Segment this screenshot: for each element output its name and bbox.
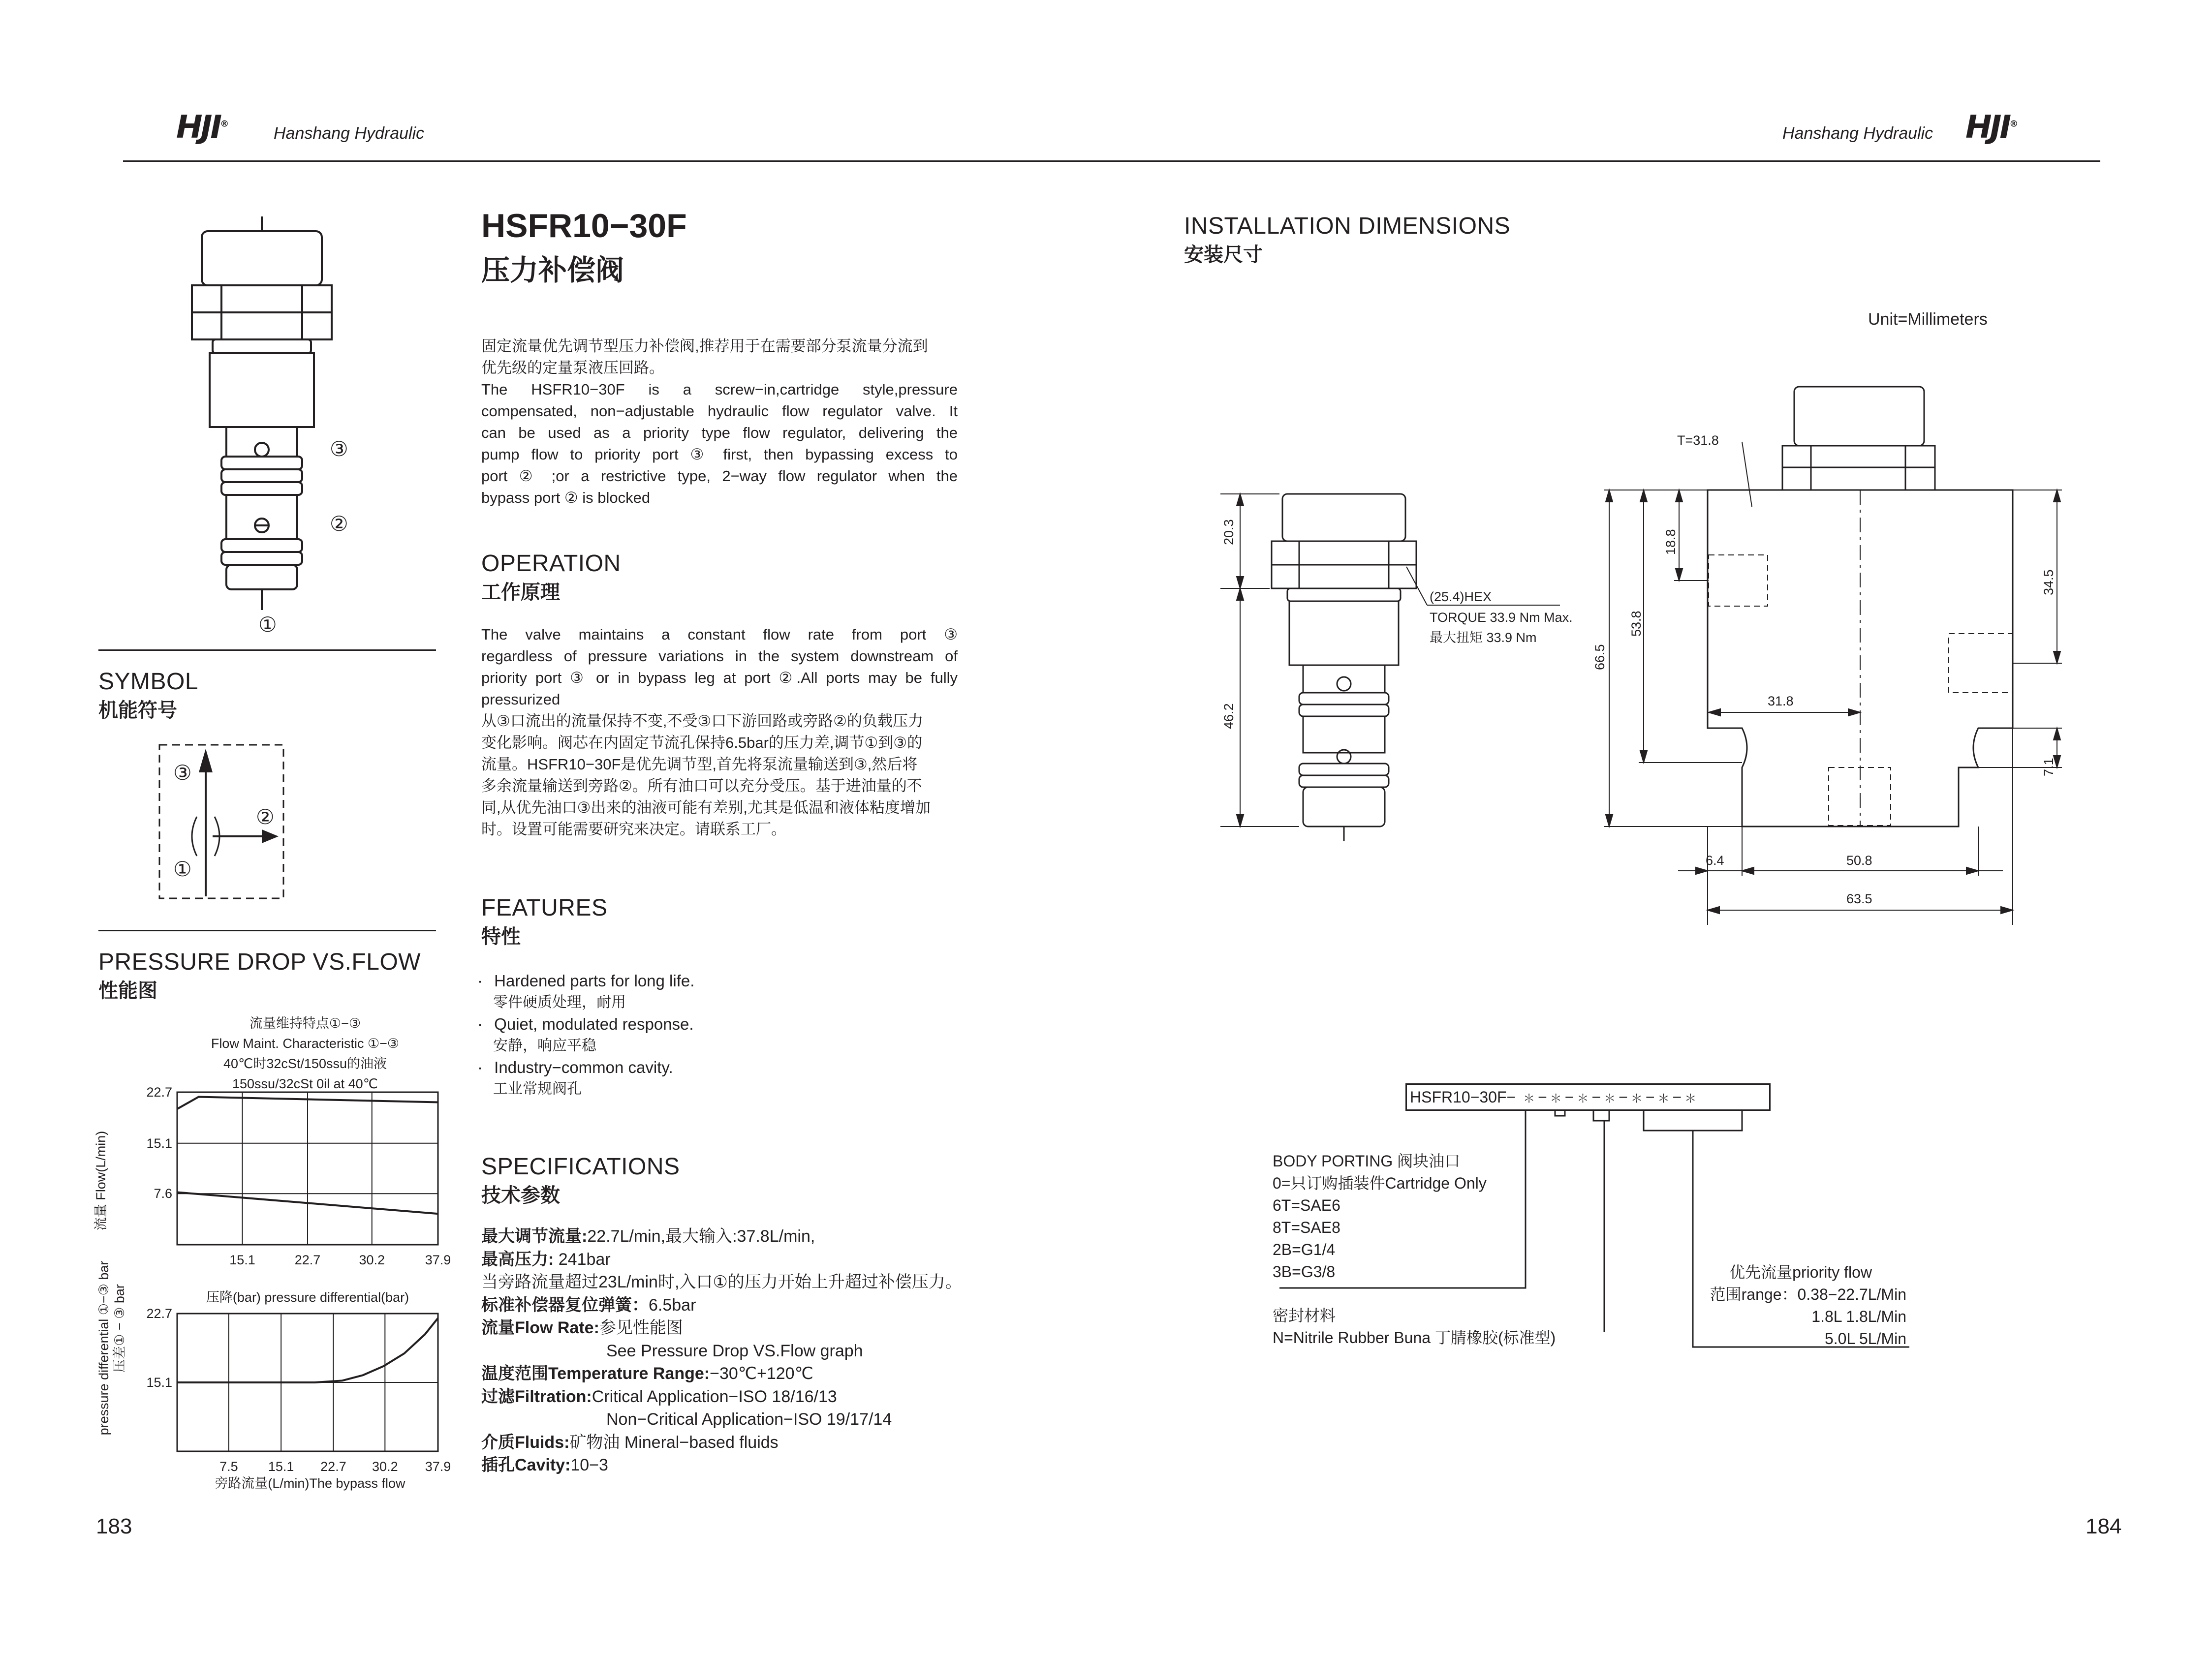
specs-list bbox=[481, 1225, 973, 1477]
valve-port-2-label: ② bbox=[330, 512, 348, 535]
spec-value: Critical Application−ISO 18/16/13 bbox=[592, 1387, 837, 1406]
dim-31-8: 31.8 bbox=[1768, 694, 1794, 708]
spec-row bbox=[481, 1271, 973, 1294]
order-code-box: HSFR10−30F− ＊ − ＊ − ＊ − ＊ − ＊ − ＊ − ＊ bbox=[1405, 1083, 1771, 1111]
order-code-field: ＊ bbox=[1550, 1092, 1562, 1105]
chart-x-tick-label: 30.2 bbox=[359, 1253, 385, 1267]
feature-item-cn bbox=[477, 992, 945, 1013]
priority-flow-block bbox=[1688, 1261, 1906, 1350]
spec-row bbox=[481, 1294, 973, 1317]
intro-en-line: compensated, non−adjustable hydraulic flow regulator valve. It bbox=[481, 402, 958, 420]
feature-item: · Hardened parts for long life. bbox=[477, 972, 695, 990]
perf-caption-line: Flow Maint. Characteristic ①−③ bbox=[211, 1036, 400, 1051]
spec-label: 最大调节流量: bbox=[481, 1227, 588, 1246]
spec-row bbox=[481, 1225, 973, 1248]
intro-en-line: pump flow to priority port ③ first, then bypassing excess to bbox=[481, 446, 958, 463]
operation-title-cn: 工作原理 bbox=[481, 582, 560, 603]
chart-y-tick-label: 15.1 bbox=[146, 1375, 172, 1390]
order-code-sep: − bbox=[1506, 1088, 1516, 1106]
spec-value: See Pressure Drop VS.Flow graph bbox=[606, 1341, 863, 1360]
features-list bbox=[477, 970, 945, 1100]
pressure-chart bbox=[93, 1250, 467, 1496]
priority-line: 1.8L 1.8L/Min bbox=[1811, 1308, 1906, 1325]
feature-cn: 工业常规阀孔 bbox=[493, 1081, 582, 1097]
chart-x-tick-label: 15.1 bbox=[229, 1253, 255, 1267]
body-porting-line: 2B=G1/4 bbox=[1273, 1241, 1336, 1258]
body-porting-line: 0=只订购插装件Cartridge Only bbox=[1273, 1174, 1487, 1192]
intro-en-line: bypass port ② is blocked bbox=[481, 489, 651, 506]
chart-x-tick-label: 15.1 bbox=[268, 1459, 294, 1474]
spec-value: 矿物油 Mineral−based fluids bbox=[569, 1433, 779, 1452]
body-dimension-drawing bbox=[1594, 384, 2087, 935]
features-title-en: FEATURES bbox=[481, 895, 608, 921]
torque-label-cn: 最大扭矩 33.9 Nm bbox=[1430, 630, 1537, 645]
dim-66-5: 66.5 bbox=[1592, 644, 1607, 670]
features-title-cn: 特性 bbox=[481, 926, 521, 948]
perf-caption-line: 流量维持特点①−③ bbox=[249, 1016, 361, 1031]
order-code-field: ＊ bbox=[1577, 1092, 1589, 1105]
chart-y-tick-label: 22.7 bbox=[146, 1306, 172, 1321]
priority-line: 优先流量priority flow bbox=[1729, 1263, 1872, 1281]
spec-label: 插孔Cavity: bbox=[481, 1456, 571, 1474]
brand-right: Hanshang Hydraulic bbox=[1782, 124, 1933, 143]
dim-6-4: 6.4 bbox=[1706, 853, 1724, 868]
symbol-port-3: ③ bbox=[173, 761, 192, 784]
flow-chart-ylabel: 流量 Flow(L/min) bbox=[93, 1131, 108, 1231]
spec-value: 参见性能图 bbox=[599, 1318, 683, 1337]
spec-row bbox=[481, 1454, 973, 1477]
chart-series-line-pressure bbox=[177, 1318, 438, 1382]
install-title-cn: 安装尺寸 bbox=[1184, 244, 1263, 266]
order-code-field: ＊ bbox=[1604, 1092, 1616, 1105]
feature-cn: 安静，响应平稳 bbox=[493, 1038, 596, 1054]
body-porting-line: 3B=G3/8 bbox=[1273, 1263, 1336, 1281]
symbol-title-cn: 机能符号 bbox=[98, 700, 177, 721]
valve-port-3-label: ③ bbox=[330, 437, 348, 460]
pressure-chart-xlabel: 旁路流量(L/min)The bypass flow bbox=[215, 1476, 405, 1491]
dim-53-8: 53.8 bbox=[1629, 611, 1644, 637]
reg-mark-left: ® bbox=[220, 119, 227, 129]
perf-caption-line: 40℃时32cSt/150ssu的油液 bbox=[223, 1056, 387, 1071]
logo-right-text: HJI bbox=[1965, 109, 2010, 146]
feature-item-cn bbox=[477, 1035, 945, 1057]
specs-title-en: SPECIFICATIONS bbox=[481, 1154, 680, 1180]
dim-63-5: 63.5 bbox=[1846, 891, 1872, 906]
product-title-cn: 压力补偿阀 bbox=[481, 254, 624, 286]
perf-title-en: PRESSURE DROP VS.FLOW bbox=[98, 949, 421, 975]
dim-t31-8: T=31.8 bbox=[1677, 433, 1719, 448]
feature-en: Hardened parts for long life. bbox=[494, 972, 695, 990]
dim-46-2: 46.2 bbox=[1221, 703, 1236, 729]
intro-text bbox=[481, 336, 958, 509]
spec-value: −30℃+120℃ bbox=[710, 1364, 813, 1383]
perf-title-cn: 性能图 bbox=[98, 980, 157, 1002]
feature-cn: 零件硬质处理，耐用 bbox=[493, 994, 626, 1011]
chart-x-tick-label: 7.5 bbox=[219, 1459, 238, 1474]
operation-en-line: priority port ③ or in bypass leg at port ②.All ports may be fully bbox=[481, 669, 958, 686]
operation-en-line: regardless of pressure variations in the system downstream of bbox=[481, 647, 958, 665]
operation-title-en: OPERATION bbox=[481, 551, 621, 577]
dim-20-3: 20.3 bbox=[1221, 519, 1236, 545]
spec-row bbox=[481, 1385, 973, 1409]
chart-x-tick-label: 22.7 bbox=[320, 1459, 346, 1474]
pressure-chart-ylabel-cn: 压差① − ③ bar bbox=[112, 1284, 127, 1373]
dim-7-1: 7.1 bbox=[2041, 758, 2056, 776]
chart-y-tick-label: 22.7 bbox=[146, 1085, 172, 1100]
spec-label: 标准补偿器复位弹簧： bbox=[481, 1295, 649, 1315]
chart-x-tick-label: 22.7 bbox=[294, 1253, 321, 1267]
intro-cn-line: 固定流量优先调节型压力补偿阀,推荐用于在需要部分泵流量分流到 bbox=[481, 337, 928, 355]
logo-right bbox=[1965, 109, 2016, 146]
product-title-en: HSFR10−30F bbox=[481, 207, 687, 245]
feature-item: · Quiet, modulated response. bbox=[477, 1015, 694, 1033]
seal-value: N=Nitrile Rubber Buna 丁腈橡胶(标准型) bbox=[1273, 1329, 1556, 1347]
spec-label: 介质Fluids: bbox=[481, 1433, 570, 1452]
intro-en-line: can be used as a priority type flow regulator, delivering the bbox=[481, 424, 958, 441]
chart-y-tick-label: 7.6 bbox=[154, 1186, 172, 1201]
spec-label: 最高压力: bbox=[481, 1250, 554, 1269]
spec-label: 温度范围Temperature Range: bbox=[481, 1364, 710, 1383]
page-number-left: 183 bbox=[96, 1514, 132, 1538]
spec-row bbox=[481, 1431, 973, 1454]
cartridge-dimension-drawing bbox=[1220, 487, 1585, 841]
spec-value: 241bar bbox=[554, 1250, 611, 1269]
body-porting-line: 8T=SAE8 bbox=[1273, 1219, 1340, 1236]
spec-value: Non−Critical Application−ISO 19/17/14 bbox=[606, 1410, 892, 1429]
spec-row bbox=[481, 1317, 973, 1340]
symbol-port-1: ① bbox=[173, 858, 192, 881]
feature-en: Quiet, modulated response. bbox=[494, 1015, 694, 1033]
brand-left: Hanshang Hydraulic bbox=[274, 124, 425, 143]
intro-cn-line: 优先级的定量泵液压回路。 bbox=[481, 359, 664, 376]
operation-cn-line: 同,从优先油口③出来的油液可能有差别,尤其是低温和液体粘度增加 bbox=[481, 799, 931, 816]
operation-cn-line: 从③口流出的流量保持不变,不受③口下游回路或旁路②的负载压力 bbox=[481, 712, 923, 730]
operation-cn-line: 变化影响。阀芯在内固定节流孔保持6.5bar的压力差,调节①到③的 bbox=[481, 734, 923, 751]
spec-label: 流量Flow Rate: bbox=[481, 1318, 599, 1337]
logo-left-text: HJI bbox=[176, 109, 220, 146]
symbol-port-2: ② bbox=[256, 805, 275, 828]
spec-row bbox=[481, 1248, 973, 1271]
operation-en-line: pressurized bbox=[481, 691, 561, 708]
order-code-model: HSFR10−30F bbox=[1410, 1088, 1507, 1106]
intro-en-line: port ② ;or a restrictive type, 2−way flow regulator when the bbox=[481, 467, 958, 485]
hex-label: (25.4)HEX bbox=[1430, 589, 1492, 604]
body-porting-line: 6T=SAE6 bbox=[1273, 1196, 1340, 1214]
header-rule bbox=[123, 160, 2100, 162]
operation-en-line: The valve maintains a constant flow rate from port ③ bbox=[481, 626, 958, 643]
spec-value: 10−3 bbox=[570, 1456, 608, 1474]
operation-cn-line: 时。设置可能需要研究来决定。请联系工厂。 bbox=[481, 821, 786, 838]
feature-item-cn bbox=[477, 1078, 945, 1100]
body-porting-line: BODY PORTING 阀块油口 bbox=[1273, 1152, 1461, 1170]
order-code-field: ＊ bbox=[1630, 1092, 1643, 1105]
chart-x-tick-label: 37.9 bbox=[425, 1253, 451, 1267]
body-porting-block bbox=[1273, 1150, 1487, 1283]
spec-value: 6.5bar bbox=[649, 1295, 696, 1315]
feature-item: · Industry−common cavity. bbox=[477, 1058, 673, 1076]
spec-value: 22.7L/min,最大输入:37.8L/min, bbox=[587, 1227, 815, 1246]
chart-y-tick-label: 15.1 bbox=[146, 1135, 172, 1151]
torque-label-en: TORQUE 33.9 Nm Max. bbox=[1430, 610, 1573, 625]
install-title-en: INSTALLATION DIMENSIONS bbox=[1184, 213, 1511, 239]
spec-row bbox=[481, 1362, 973, 1385]
perf-caption-line: 150ssu/32cSt 0il at 40℃ bbox=[232, 1076, 378, 1091]
chart-x-tick-label: 37.9 bbox=[425, 1459, 451, 1474]
dim-34-5: 34.5 bbox=[2041, 569, 2056, 595]
seal-title: 密封材料 bbox=[1273, 1307, 1336, 1324]
operation-cn-line: 流量。HSFR10−30F是优先调节型,首先将泵流量输送到③,然后将 bbox=[481, 756, 918, 773]
feature-en: Industry−common cavity. bbox=[494, 1058, 673, 1076]
cartridge-valve-drawing bbox=[182, 216, 389, 649]
spec-value: 当旁路流量超过23L/min时,入口①的压力开始上升超过补偿压力。 bbox=[481, 1273, 962, 1291]
dim-18-8: 18.8 bbox=[1663, 529, 1678, 555]
perf-rule bbox=[98, 930, 436, 931]
dim-50-8: 50.8 bbox=[1846, 853, 1872, 868]
intro-en-line: The HSFR10−30F is a screw−in,cartridge style,pressure bbox=[481, 381, 958, 398]
operation-cn-line: 多余流量输送到旁路②。所有油口可以充分受压。基于进油量的不 bbox=[481, 777, 922, 795]
priority-line: 范围range：0.38−22.7L/Min bbox=[1710, 1286, 1906, 1303]
operation-text bbox=[481, 624, 958, 840]
chart-x-tick-label: 30.2 bbox=[372, 1459, 398, 1474]
specs-title-cn: 技术参数 bbox=[481, 1185, 560, 1206]
valve-port-1-label: ① bbox=[258, 613, 277, 636]
page-number-right: 184 bbox=[2086, 1514, 2122, 1538]
reg-mark-right: ® bbox=[2009, 119, 2017, 129]
spec-row bbox=[481, 1408, 973, 1431]
logo-left bbox=[176, 109, 227, 146]
spec-label: 过滤Filtration: bbox=[481, 1387, 592, 1406]
order-code-field: ＊ bbox=[1523, 1092, 1535, 1105]
pressure-chart-ylabel-en: pressure differential ①−③ bar bbox=[96, 1260, 111, 1436]
order-code-field: ＊ bbox=[1684, 1092, 1697, 1105]
symbol-rule bbox=[98, 649, 436, 651]
symbol-title-en: SYMBOL bbox=[98, 669, 199, 695]
priority-line: 5.0L 5L/Min bbox=[1824, 1330, 1906, 1348]
pressure-chart-title: 压降(bar) pressure differential(bar) bbox=[206, 1290, 409, 1305]
spec-row bbox=[481, 1340, 973, 1363]
order-code-field: ＊ bbox=[1657, 1092, 1670, 1105]
unit-label: Unit=Millimeters bbox=[1868, 310, 1988, 329]
